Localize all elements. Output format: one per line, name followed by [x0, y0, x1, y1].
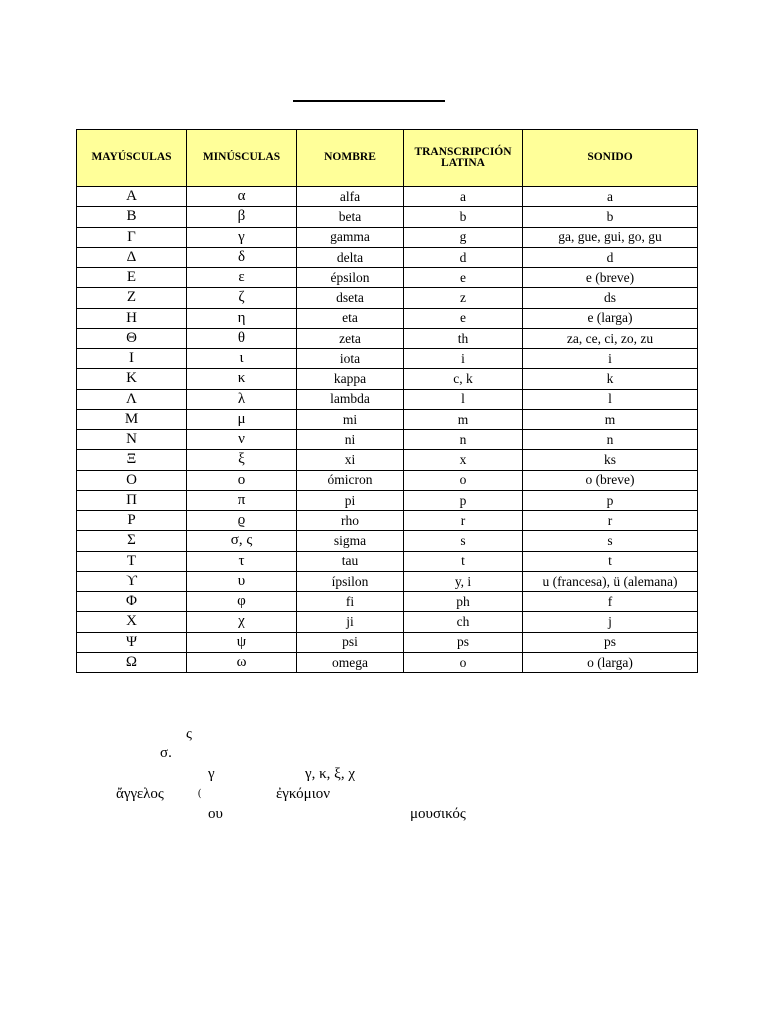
nombre-cell: eta: [297, 308, 404, 328]
header-mayusculas: MAYÚSCULAS: [77, 130, 187, 187]
transcripcion-cell: e: [404, 268, 523, 288]
minuscula-cell: β: [187, 207, 297, 227]
nombre-cell: alfa: [297, 187, 404, 207]
nombre-cell: dseta: [297, 288, 404, 308]
mayuscula-cell: Π: [77, 490, 187, 510]
sonido-cell: o (larga): [523, 652, 698, 672]
transcripcion-cell: p: [404, 490, 523, 510]
nombre-cell: beta: [297, 207, 404, 227]
mayuscula-cell: Δ: [77, 247, 187, 267]
transcripcion-cell: c, k: [404, 369, 523, 389]
minuscula-cell: ε: [187, 268, 297, 288]
minuscula-cell: ι: [187, 349, 297, 369]
transcripcion-cell: e: [404, 308, 523, 328]
sonido-cell: ks: [523, 450, 698, 470]
sonido-cell: i: [523, 349, 698, 369]
sonido-cell: u (francesa), ü (alemana): [523, 571, 698, 591]
minuscula-cell: α: [187, 187, 297, 207]
sonido-cell: m: [523, 409, 698, 429]
sonido-cell: za, ce, ci, zo, zu: [523, 328, 698, 348]
sigma-note: σ.: [160, 745, 172, 761]
mayuscula-cell: Ι: [77, 349, 187, 369]
sonido-cell: e (larga): [523, 308, 698, 328]
mayuscula-cell: ϒ: [77, 571, 187, 591]
mayuscula-cell: Γ: [77, 227, 187, 247]
mayuscula-cell: Ε: [77, 268, 187, 288]
sonido-cell: b: [523, 207, 698, 227]
minuscula-cell: υ: [187, 571, 297, 591]
mayuscula-cell: Ρ: [77, 511, 187, 531]
sonido-cell: d: [523, 247, 698, 267]
nombre-cell: ómicron: [297, 470, 404, 490]
sonido-cell: t: [523, 551, 698, 571]
transcripcion-cell: g: [404, 227, 523, 247]
nombre-cell: iota: [297, 349, 404, 369]
nombre-cell: omega: [297, 652, 404, 672]
sonido-cell: f: [523, 592, 698, 612]
sonido-cell: ps: [523, 632, 698, 652]
transcripcion-cell: o: [404, 652, 523, 672]
nombre-cell: sigma: [297, 531, 404, 551]
mayuscula-cell: Θ: [77, 328, 187, 348]
nombre-cell: kappa: [297, 369, 404, 389]
sonido-cell: a: [523, 187, 698, 207]
minuscula-cell: θ: [187, 328, 297, 348]
mayuscula-cell: Ω: [77, 652, 187, 672]
nombre-cell: fi: [297, 592, 404, 612]
ou-note: ου: [208, 806, 223, 822]
nombre-cell: psi: [297, 632, 404, 652]
transcripcion-cell: d: [404, 247, 523, 267]
minuscula-cell: φ: [187, 592, 297, 612]
final-sigma-note: ς: [186, 726, 192, 742]
nombre-cell: mi: [297, 409, 404, 429]
transcripcion-cell: th: [404, 328, 523, 348]
minuscula-cell: κ: [187, 369, 297, 389]
transcripcion-cell: r: [404, 511, 523, 531]
minuscula-cell: γ: [187, 227, 297, 247]
nombre-cell: ípsilon: [297, 571, 404, 591]
minuscula-cell: ω: [187, 652, 297, 672]
mayuscula-cell: Ψ: [77, 632, 187, 652]
sonido-cell: l: [523, 389, 698, 409]
nombre-cell: zeta: [297, 328, 404, 348]
nombre-cell: tau: [297, 551, 404, 571]
transcripcion-cell: o: [404, 470, 523, 490]
mayuscula-cell: Μ: [77, 409, 187, 429]
nombre-cell: delta: [297, 247, 404, 267]
transcripcion-cell: a: [404, 187, 523, 207]
mayuscula-cell: Ξ: [77, 450, 187, 470]
sonido-cell: s: [523, 531, 698, 551]
sonido-cell: n: [523, 430, 698, 450]
minuscula-cell: ο: [187, 470, 297, 490]
nombre-cell: pi: [297, 490, 404, 510]
minuscula-cell: δ: [187, 247, 297, 267]
mayuscula-cell: Ζ: [77, 288, 187, 308]
transcripcion-cell: t: [404, 551, 523, 571]
angelos-word: ἄγγελος: [116, 786, 164, 802]
minuscula-cell: τ: [187, 551, 297, 571]
nombre-cell: ji: [297, 612, 404, 632]
nombre-cell: gamma: [297, 227, 404, 247]
transcripcion-cell: y, i: [404, 571, 523, 591]
mayuscula-cell: Φ: [77, 592, 187, 612]
mayuscula-cell: Α: [77, 187, 187, 207]
sonido-cell: k: [523, 369, 698, 389]
minuscula-cell: η: [187, 308, 297, 328]
nombre-cell: épsilon: [297, 268, 404, 288]
header-minusculas: MINÚSCULAS: [187, 130, 297, 187]
enkomion-word: ἐγκόμιον: [276, 786, 331, 802]
nombre-cell: ni: [297, 430, 404, 450]
header-sonido: SONIDO: [523, 130, 698, 187]
mayuscula-cell: Ο: [77, 470, 187, 490]
gamma-kappa-xi-chi-note: γ, κ, ξ, χ: [305, 766, 356, 782]
sonido-cell: p: [523, 490, 698, 510]
transcripcion-cell: z: [404, 288, 523, 308]
transcripcion-cell: ch: [404, 612, 523, 632]
mayuscula-cell: Τ: [77, 551, 187, 571]
transcripcion-cell: ph: [404, 592, 523, 612]
minuscula-cell: λ: [187, 389, 297, 409]
sonido-cell: e (breve): [523, 268, 698, 288]
sonido-cell: ga, gue, gui, go, gu: [523, 227, 698, 247]
minuscula-cell: π: [187, 490, 297, 510]
mayuscula-cell: Σ: [77, 531, 187, 551]
transcripcion-cell: l: [404, 389, 523, 409]
nombre-cell: rho: [297, 511, 404, 531]
mayuscula-cell: Λ: [77, 389, 187, 409]
nombre-cell: xi: [297, 450, 404, 470]
transcripcion-cell: i: [404, 349, 523, 369]
transcripcion-cell: s: [404, 531, 523, 551]
minuscula-cell: ξ: [187, 450, 297, 470]
header-transcripcion: TRANSCRIPCIÓN LATINA: [404, 130, 523, 187]
mayuscula-cell: Β: [77, 207, 187, 227]
sonido-cell: ds: [523, 288, 698, 308]
mayuscula-cell: Κ: [77, 369, 187, 389]
gamma-note: γ: [208, 766, 215, 782]
paren-mark: (: [198, 788, 202, 799]
minuscula-cell: ψ: [187, 632, 297, 652]
sonido-cell: r: [523, 511, 698, 531]
transcripcion-cell: n: [404, 430, 523, 450]
mayuscula-cell: Η: [77, 308, 187, 328]
sonido-cell: j: [523, 612, 698, 632]
minuscula-cell: ν: [187, 430, 297, 450]
minuscula-cell: χ: [187, 612, 297, 632]
minuscula-cell: ϱ: [187, 511, 297, 531]
mayuscula-cell: Ν: [77, 430, 187, 450]
mousikos-word: μουσικός: [410, 806, 466, 822]
mayuscula-cell: Χ: [77, 612, 187, 632]
minuscula-cell: σ, ς: [187, 531, 297, 551]
transcripcion-cell: ps: [404, 632, 523, 652]
minuscula-cell: ζ: [187, 288, 297, 308]
transcripcion-cell: m: [404, 409, 523, 429]
minuscula-cell: μ: [187, 409, 297, 429]
header-nombre: NOMBRE: [297, 130, 404, 187]
transcripcion-cell: b: [404, 207, 523, 227]
transcripcion-cell: x: [404, 450, 523, 470]
sonido-cell: o (breve): [523, 470, 698, 490]
nombre-cell: lambda: [297, 389, 404, 409]
